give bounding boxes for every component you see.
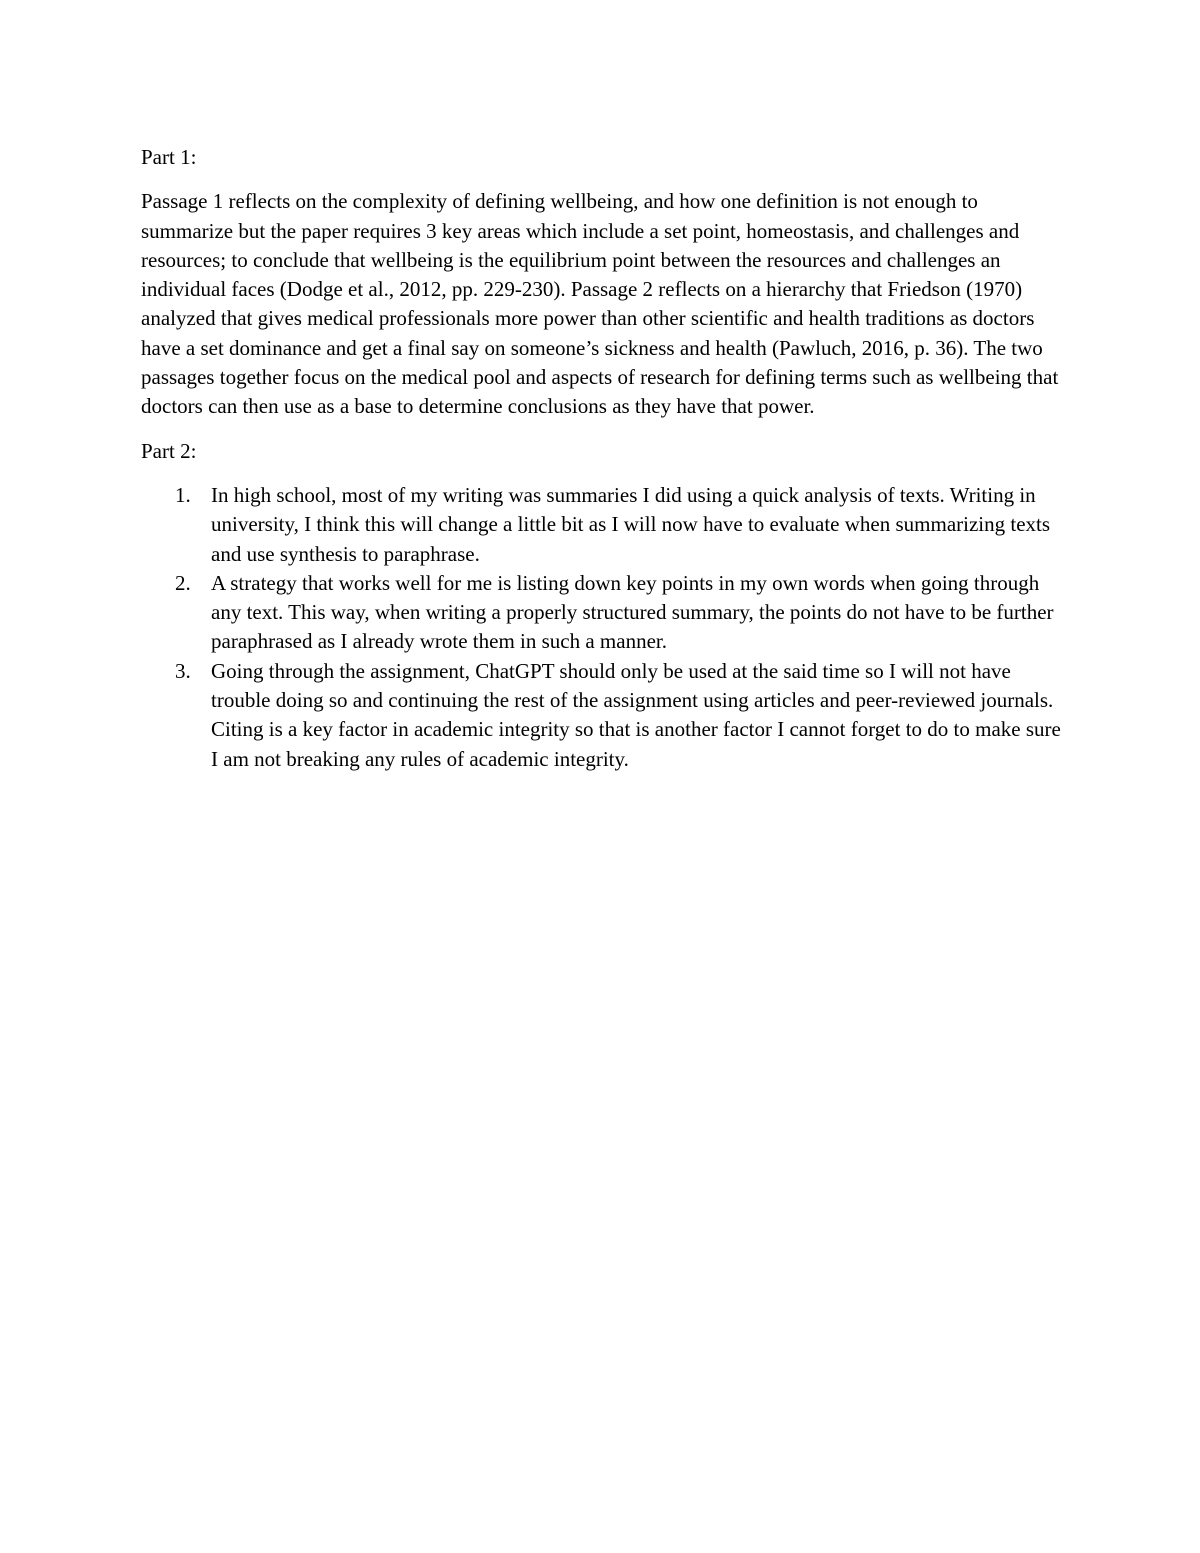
list-item bbox=[141, 657, 1066, 774]
list-item-text: A strategy that works well for me is listing down key points in my own words when going through any text. This way, when writing a properly structured summary, the points do not have to be further paraphrased as I already wrote them in such a manner. bbox=[211, 570, 1054, 654]
part2-heading: Part 2: bbox=[141, 438, 197, 463]
part1-heading: Part 1: bbox=[141, 145, 197, 169]
list-item bbox=[141, 569, 1066, 657]
list-item-number: 3. bbox=[175, 658, 191, 683]
document-body bbox=[141, 143, 1066, 774]
list-item-number: 1. bbox=[175, 482, 191, 507]
list-item-text: In high school, most of my writing was summaries I did using a quick analysis of texts. Writing in university, I think this will change a little bit as I will now have to evaluate when summarizing texts and use synthesis to paraphrase. bbox=[211, 482, 1051, 566]
part2-list bbox=[141, 481, 1066, 774]
list-item bbox=[141, 481, 1066, 569]
list-item-text: Going through the assignment, ChatGPT should only be used at the said time so I will not have trouble doing so and continuing the rest of the assignment using articles and peer-reviewed journals. Citing is a key factor in academic integrity so that is another factor I cannot forget to do to make sure I am not breaking any rules of academic integrity. bbox=[211, 658, 1061, 771]
part1-paragraph: Passage 1 reflects on the complexity of defining wellbeing, and how one definition is not enough to summarize but the paper requires 3 key areas which include a set point, homeostasis, and challenges and resources; to conclude that wellbeing is the equilibrium point between the resources and challenges an individual faces (Dodge et al., 2012, pp. 229-230). Passage 2 reflects on a hierarchy that Friedson (1970) analyzed that gives medical professionals more power than other scientific and health traditions as doctors have a set dominance and get a final say on someone’s sickness and health (Pawluch, 2016, p. 36). The two passages together focus on the medical pool and aspects of research for defining terms such as wellbeing that doctors can then use as a base to determine conclusions as they have that power. bbox=[141, 189, 1059, 419]
list-item-number: 2. bbox=[175, 570, 191, 595]
